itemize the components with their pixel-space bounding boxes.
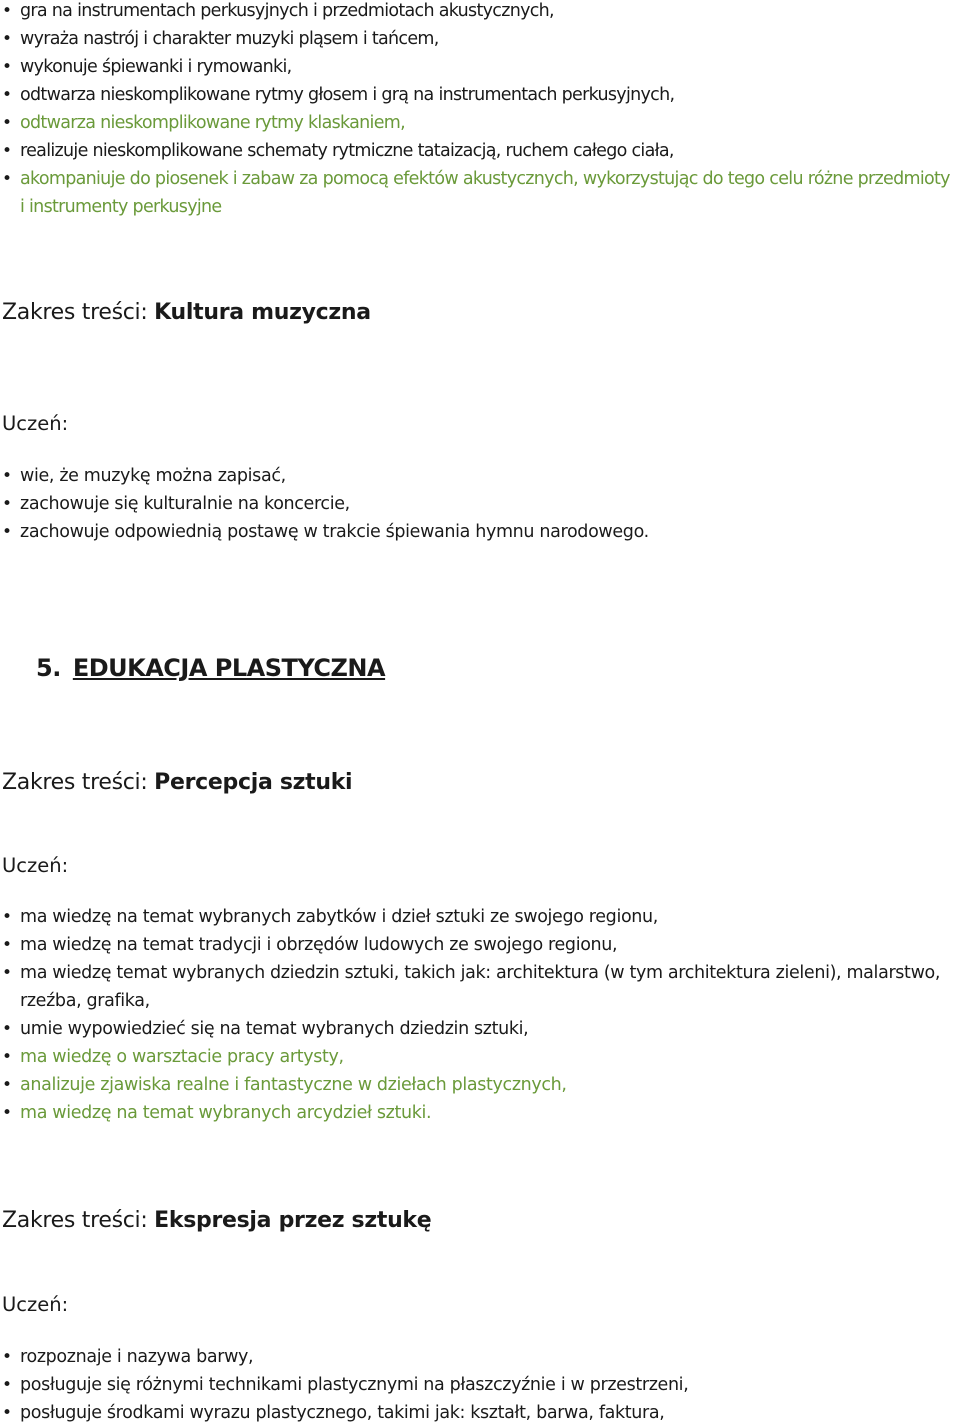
list-item: • ma wiedzę na temat tradycji i obrzędów ludowych ze swojego regionu, [0, 931, 958, 959]
list-item: • ma wiedzę na temat wybranych zabytków i dzieł sztuki ze swojego regionu, [0, 903, 958, 931]
art-perception-list [0, 903, 958, 1127]
list-item: • rozpoznaje i nazywa barwy, [0, 1343, 958, 1371]
content-scope-heading [2, 768, 352, 798]
list-item: • zachowuje odpowiednią postawę w trakcie śpiewania hymnu narodowego. [0, 518, 958, 546]
list-item: • realizuje nieskomplikowane schematy rytmiczne tataizacją, ruchem całego ciała, [0, 137, 958, 165]
list-item: • wyraża nastrój i charakter muzyki pląsem i tańcem, [0, 25, 958, 53]
music-culture-list [0, 462, 958, 546]
section-title: EDUKACJA PLASTYCZNA [72, 654, 386, 682]
art-expression-list [0, 1343, 958, 1427]
list-item: • zachowuje się kulturalnie na koncercie, [0, 490, 958, 518]
list-item: • akompaniuje do piosenek i zabaw za pomocą efektów akustycznych, wykorzystując do tego celu różne przedmioty i instrumenty perkusyjne [0, 165, 958, 221]
content-scope-heading [2, 298, 371, 328]
list-item: • wykonuje śpiewanki i rymowanki, [0, 53, 958, 81]
list-item: • ma wiedzę o warsztacie pracy artysty, [0, 1043, 958, 1071]
section-number: 5. [36, 654, 61, 682]
student-label: Uczeń: [2, 412, 69, 435]
music-skills-list [0, 0, 958, 221]
heading-prefix: Zakres treści: [2, 1208, 155, 1233]
list-item: • posługuje środkami wyrazu plastycznego, takimi jak: kształt, barwa, faktura, [0, 1399, 958, 1427]
list-item: • ma wiedzę temat wybranych dziedzin sztuki, takich jak: architektura (w tym architektura zieleni), malarstwo, rzeźba, grafika, [0, 959, 958, 1015]
section-heading [36, 652, 385, 684]
heading-topic: Percepcja sztuki [154, 770, 353, 795]
list-item: • ma wiedzę na temat wybranych arcydzieł sztuki. [0, 1099, 958, 1127]
list-item: • analizuje zjawiska realne i fantastyczne w dziełach plastycznych, [0, 1071, 958, 1099]
heading-prefix: Zakres treści: [2, 300, 155, 325]
list-item: • umie wypowiedzieć się na temat wybranych dziedzin sztuki, [0, 1015, 958, 1043]
student-label: Uczeń: [2, 1293, 69, 1316]
list-item: • odtwarza nieskomplikowane rytmy klaskaniem, [0, 109, 958, 137]
list-item: • posługuje się różnymi technikami plastycznymi na płaszczyźnie i w przestrzeni, [0, 1371, 958, 1399]
list-item: • wie, że muzykę można zapisać, [0, 462, 958, 490]
content-scope-heading [2, 1206, 431, 1236]
list-item: • odtwarza nieskomplikowane rytmy głosem i grą na instrumentach perkusyjnych, [0, 81, 958, 109]
heading-prefix: Zakres treści: [2, 770, 155, 795]
student-label: Uczeń: [2, 854, 69, 877]
heading-topic: Kultura muzyczna [154, 300, 371, 325]
heading-topic: Ekspresja przez sztukę [154, 1208, 432, 1233]
list-item: • gra na instrumentach perkusyjnych i przedmiotach akustycznych, [0, 0, 958, 25]
